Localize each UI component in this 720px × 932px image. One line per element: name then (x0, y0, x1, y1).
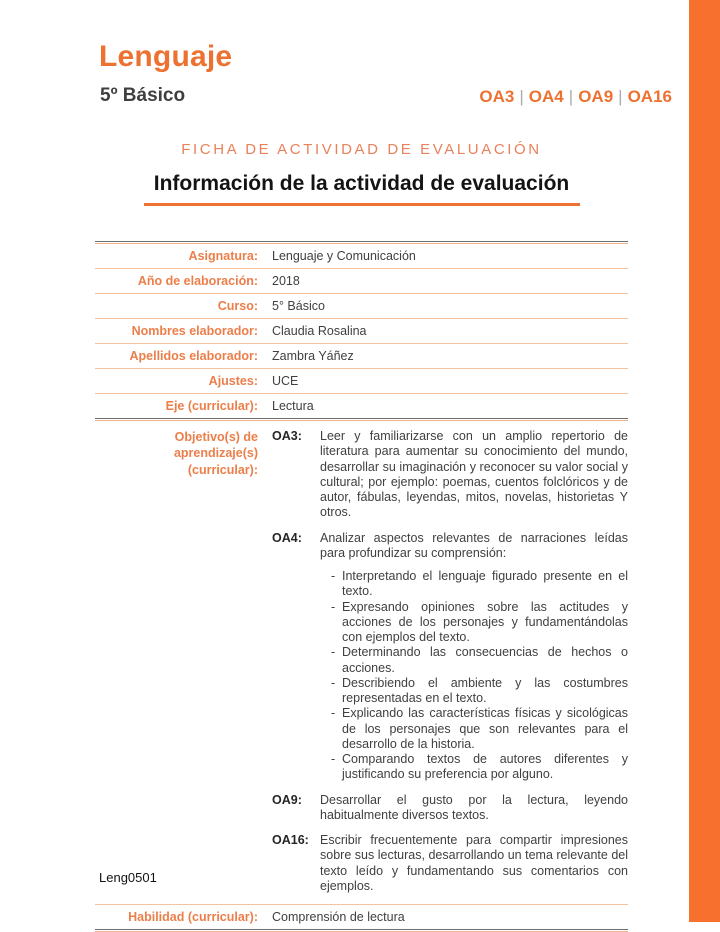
oa-bullet (331, 676, 628, 707)
title-underline (144, 203, 580, 206)
table-row (95, 344, 628, 369)
objetivos-label-line: Objetivo(s) de (174, 430, 258, 444)
oa-entry-code: OA4: (272, 530, 302, 545)
oa-bullet (331, 569, 628, 600)
row-value: Zambra Yáñez (272, 349, 354, 363)
row-label: Año de elaboración: (137, 274, 258, 288)
oa-entry-text: Leer y familiarizarse con un amplio repertorio de literatura para aumentar su conocimiento del mundo, desarrollar su imaginación y reconocer su valor social y cultural; por ejemplo: poemas, cuentos folclóricos y de autor, fábulas, leyendas, mitos, novelas, historietas Y otros. (320, 429, 628, 520)
bullet-text: Interpretando el lenguaje figurado presente en el texto. (342, 569, 628, 599)
oa-entry (272, 531, 628, 783)
bullet-marker: - (331, 752, 336, 766)
page-title: Información de la actividad de evaluación (153, 172, 570, 195)
habilidad-row (95, 905, 628, 929)
ficha-heading: FICHA DE ACTIVIDAD DE EVALUACIÓN (181, 141, 542, 158)
row-label: Eje (curricular): (165, 399, 258, 413)
table-row (95, 319, 628, 344)
bullet-marker: - (331, 645, 336, 660)
objetivos-label (95, 429, 258, 894)
oa-code-separator: | (618, 87, 623, 106)
oa-entry-text: Analizar aspectos relevantes de narraciones leídas para profundizar su comprensión: (320, 530, 628, 560)
grade-label: 5º Básico (100, 85, 186, 106)
document-code: Leng0501 (99, 870, 157, 885)
oa-code: OA16 (627, 87, 672, 106)
oa-entry-code: OA3: (272, 429, 302, 443)
bullet-marker: - (331, 706, 336, 721)
oa-entry (272, 429, 628, 521)
bullet-marker: - (331, 675, 336, 690)
oa-code: OA9 (578, 87, 614, 106)
row-label: Habilidad (curricular): (128, 910, 258, 924)
row-label: Ajustes: (208, 374, 258, 388)
oa-code-separator: | (568, 87, 574, 106)
oa-code-separator: | (519, 87, 524, 106)
objetivos-label-line: aprendizaje(s) (173, 446, 258, 461)
table-row (95, 294, 628, 319)
bullet-text: Explicando las características físicas y sicológicas de los personajes que son relevantes para el desarrollo de la historia. (342, 706, 628, 751)
bullet-text: Describiendo el ambiente y las costumbres representadas en el texto. (342, 675, 628, 705)
title-block (95, 172, 628, 206)
table-row (95, 269, 628, 294)
oa-entry-text: Escribir frecuentemente para compartir impresiones sobre sus lecturas, desarrollando un tema relevante del texto leído y fundamentando sus comentarios con ejemplos. (320, 833, 628, 893)
oa-bullet (331, 645, 628, 676)
info-table (95, 241, 628, 932)
row-value: 5° Básico (272, 299, 325, 313)
row-value: Lectura (272, 399, 314, 413)
bullet-marker: - (331, 599, 336, 614)
row-label: Apellidos elaborador: (129, 349, 258, 363)
objetivos-row (95, 421, 628, 905)
oa-entry (272, 793, 628, 824)
row-value: 2018 (272, 274, 300, 288)
right-accent-bar (689, 0, 720, 922)
oa-bullet (331, 600, 628, 646)
subject-title: Lenguaje (99, 40, 233, 73)
oa-entry-text: Desarrollar el gusto por la lectura, leyendo habitualmente diversos textos. (320, 792, 628, 822)
row-label: Curso: (217, 299, 258, 313)
oa-code: OA3 (479, 87, 515, 106)
oa-bullet (331, 752, 628, 783)
oa-bullet (331, 706, 628, 752)
oa-code: OA4 (528, 87, 564, 106)
bullet-text: Expresando opiniones sobre las actitudes y acciones de los personajes y fundamentándolas con ejemplos del texto. (342, 599, 628, 644)
bullet-marker: - (331, 569, 336, 583)
bullet-text: Determinando las consecuencias de hechos o acciones. (342, 645, 628, 675)
row-value: Claudia Rosalina (272, 324, 367, 338)
oa-entry-code: OA9: (272, 792, 302, 807)
objetivos-label-line: (curricular): (187, 462, 258, 477)
oa-bullet-list (331, 569, 628, 783)
row-label: Asignatura: (188, 249, 258, 263)
row-label: Nombres elaborador: (131, 324, 258, 338)
bullet-text: Comparando textos de autores diferentes y justificando su preferencia por alguno. (342, 752, 628, 782)
oa-code-list (479, 87, 672, 107)
row-value: Lenguaje y Comunicación (272, 249, 416, 263)
table-row (95, 369, 628, 394)
row-value: Comprensión de lectura (272, 910, 405, 924)
oa-entry (272, 833, 628, 894)
oa-entry-code: OA16: (272, 833, 309, 847)
table-row (95, 244, 628, 269)
objetivos-content (272, 429, 628, 894)
row-value: UCE (272, 374, 299, 388)
table-row (95, 394, 628, 418)
